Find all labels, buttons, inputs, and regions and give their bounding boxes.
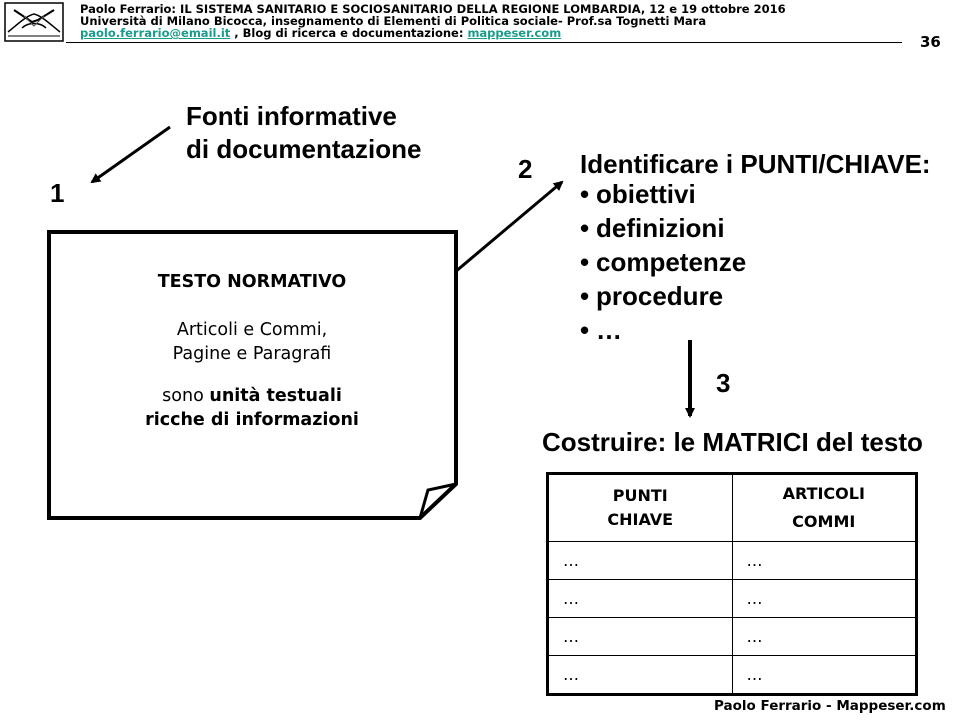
- col2-label-line2: COMMI: [792, 512, 856, 531]
- blog-link[interactable]: mappeser.com: [467, 26, 562, 40]
- email-link[interactable]: paolo.ferrario@email.it: [80, 26, 231, 40]
- document-title: TESTO NORMATIVO: [157, 272, 347, 292]
- matrix-heading: Costruire: le MATRICI del testo: [542, 427, 923, 457]
- matrix-col-articoli-commi: [732, 474, 917, 542]
- col1-label-line1: PUNTI: [612, 486, 668, 505]
- key-points-heading: Identificare i PUNTI/CHIAVE:: [580, 149, 931, 179]
- table-row: [548, 580, 917, 618]
- step-1-number: 1: [50, 178, 65, 208]
- table-row: [548, 542, 917, 580]
- table-cell: …: [732, 542, 917, 580]
- matrix-header-row: [548, 474, 917, 542]
- step-3-number: 3: [716, 368, 731, 398]
- key-point-item: • procedure: [580, 279, 746, 313]
- document-text: [92, 270, 412, 432]
- col1-label-line2: CHIAVE: [607, 510, 674, 529]
- table-cell: …: [732, 618, 917, 656]
- step-2-number: 2: [518, 154, 533, 184]
- table-cell: …: [732, 656, 917, 695]
- table-cell: …: [548, 542, 733, 580]
- key-point-item: • definizioni: [580, 211, 746, 245]
- key-point-item: • obiettivi: [580, 177, 746, 211]
- matrix-table: [546, 472, 918, 696]
- table-cell: …: [548, 618, 733, 656]
- fonti-line-2: di documentazione: [186, 134, 422, 164]
- page-number: 36: [920, 33, 941, 51]
- document-line-3-normal: sono: [162, 386, 210, 406]
- table-row: [548, 618, 917, 656]
- key-point-item: • competenze: [580, 245, 746, 279]
- arrow-1: [92, 127, 170, 182]
- fonti-line-1: Fonti informative: [186, 101, 397, 131]
- key-point-item: • …: [580, 313, 746, 347]
- document-line-3: [92, 384, 412, 408]
- document-line-4: ricche di informazioni: [145, 410, 359, 430]
- document-line-2: Pagine e Paragrafi: [172, 344, 332, 364]
- table-cell: …: [548, 656, 733, 695]
- header-line-2: Università di Milano Bicocca, insegnamento di Elementi di Politica sociale- Prof.sa Tognetti Mara: [80, 14, 707, 28]
- matrix-col-punti-chiave: [548, 474, 733, 542]
- document-line-1: Articoli e Commi,: [176, 320, 328, 340]
- document-line-3-bold: unità testuali: [209, 386, 342, 406]
- key-points-list: [580, 177, 746, 347]
- footer-credit: Paolo Ferrario - Mappeser.com: [714, 698, 946, 714]
- table-cell: …: [548, 580, 733, 618]
- blog-caption: , Blog di ricerca e documentazione:: [230, 26, 468, 40]
- table-row: [548, 656, 917, 695]
- table-cell: …: [732, 580, 917, 618]
- col2-label-line1: ARTICOLI: [782, 484, 865, 503]
- header-line-1: Paolo Ferrario: IL SISTEMA SANITARIO E SOCIOSANITARIO DELLA REGIONE LOMBARDIA, 12 e 19 ottobre 2016: [80, 2, 786, 16]
